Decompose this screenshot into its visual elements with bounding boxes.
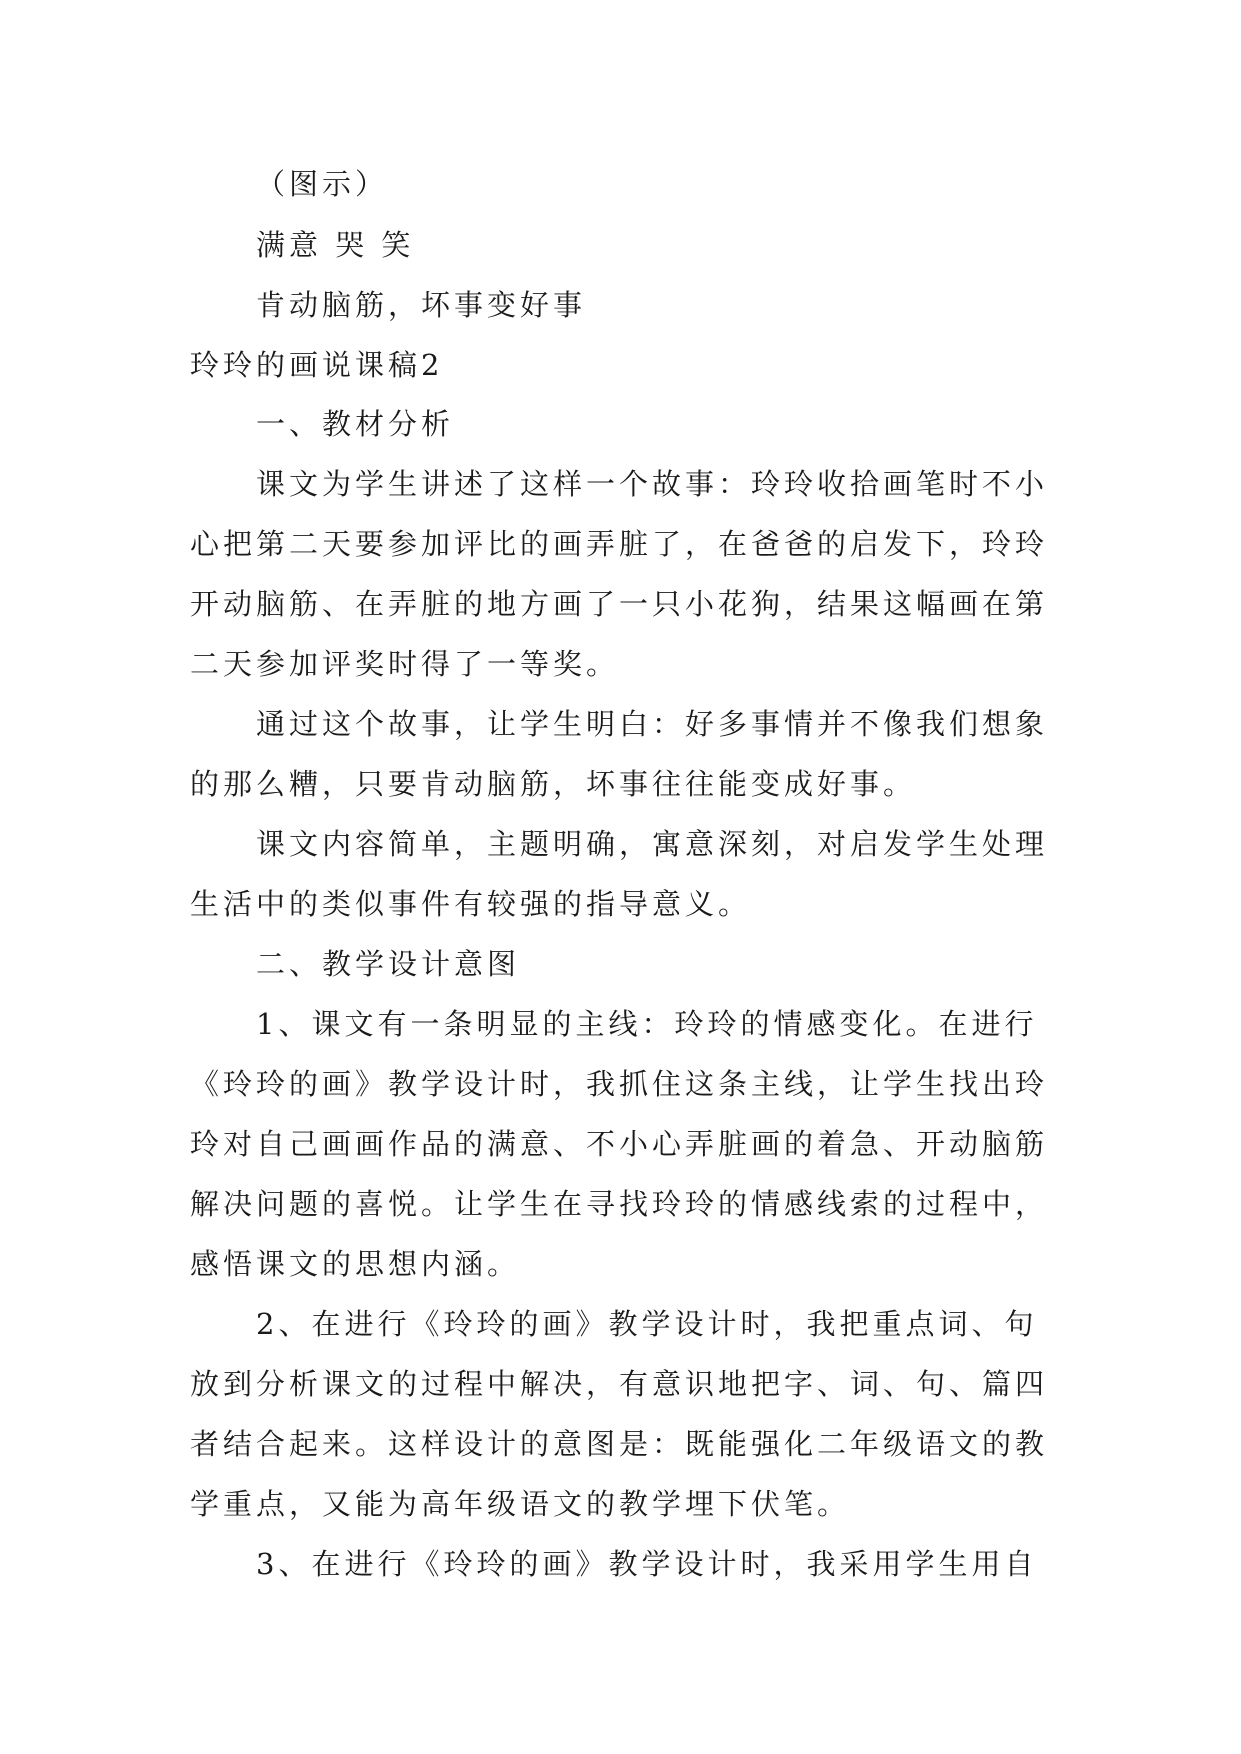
paragraph-line: 二天参加评奖时得了一等奖。 [190, 647, 620, 681]
figure-caption: （图示） [256, 167, 389, 201]
paragraph-line: 的那么糟，只要肯动脑筋，坏事往往能变成好事。 [190, 767, 917, 801]
paragraph-line: 2、在进行《玲玲的画》教学设计时，我把重点词、句 [256, 1307, 1038, 1341]
paragraph-line: 感悟课文的思想内涵。 [190, 1247, 521, 1281]
section-heading-1: 一、教材分析 [256, 407, 455, 441]
paragraph-line: 学重点，又能为高年级语文的教学埋下伏笔。 [190, 1487, 851, 1521]
paragraph-line: 《玲玲的画》教学设计时，我抓住这条主线，让学生找出玲 [190, 1067, 1049, 1101]
paragraph-line: 开动脑筋、在弄脏的地方画了一只小花狗，结果这幅画在第 [190, 587, 1049, 621]
paragraph-line: 1、课文有一条明显的主线：玲玲的情感变化。在进行 [256, 1007, 1038, 1041]
paragraph-line: 生活中的类似事件有较强的指导意义。 [190, 887, 752, 921]
paragraph-line: 解决问题的喜悦。让学生在寻找玲玲的情感线索的过程中， [190, 1187, 1049, 1221]
lesson-theme: 肯动脑筋，坏事变好事 [256, 288, 587, 322]
paragraph-line: 玲对自己画画作品的满意、不小心弄脏画的着急、开动脑筋 [190, 1127, 1049, 1161]
emotion-words: 满意 哭 笑 [256, 228, 415, 262]
paragraph-line: 通过这个故事，让学生明白：好多事情并不像我们想象 [256, 707, 1049, 741]
section-heading-2: 二、教学设计意图 [256, 947, 521, 981]
paragraph-line: 课文内容简单，主题明确，寓意深刻，对启发学生处理 [256, 827, 1049, 861]
document-title: 玲玲的画说课稿2 [190, 348, 444, 382]
paragraph-line: 者结合起来。这样设计的意图是：既能强化二年级语文的教 [190, 1427, 1049, 1461]
paragraph-line: 心把第二天要参加评比的画弄脏了，在爸爸的启发下，玲玲 [190, 527, 1049, 561]
paragraph-line: 放到分析课文的过程中解决，有意识地把字、词、句、篇四 [190, 1367, 1049, 1401]
paragraph-line: 课文为学生讲述了这样一个故事：玲玲收拾画笔时不小 [256, 467, 1049, 501]
paragraph-line: 3、在进行《玲玲的画》教学设计时，我采用学生用自 [256, 1547, 1038, 1581]
